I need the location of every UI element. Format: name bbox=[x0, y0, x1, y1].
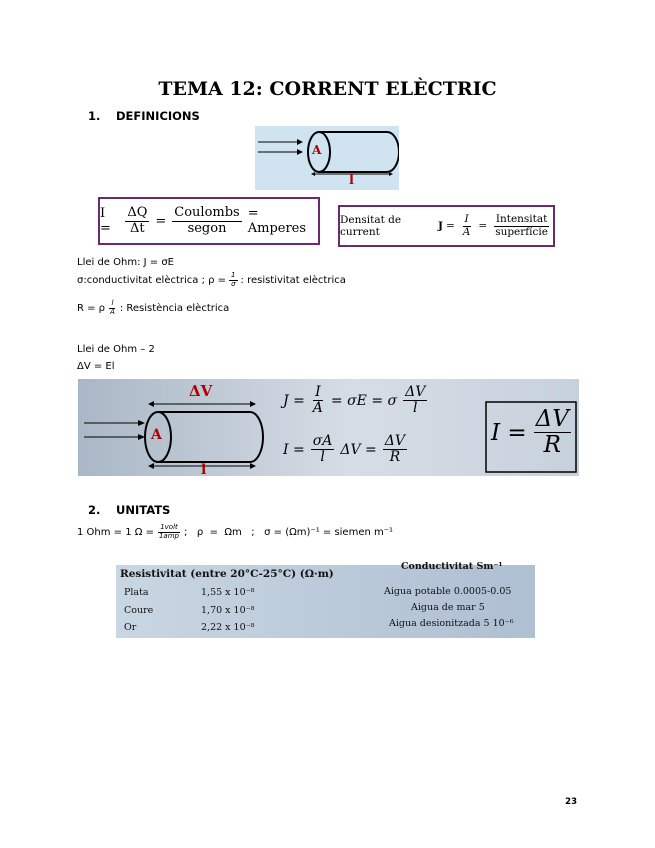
current-lhs: I = bbox=[100, 206, 111, 236]
metal-name: Coure bbox=[124, 605, 154, 616]
section-2-title: UNITATS bbox=[116, 503, 171, 517]
rho-num: 1 bbox=[231, 271, 236, 279]
units-text-b: ; ρ = Ωm ; σ = (Ωm)⁻¹ = siemen m⁻¹ bbox=[183, 526, 394, 538]
resistivity-header: Resistivitat (entre 20°C-25°C) (Ω·m) bbox=[120, 568, 334, 580]
dt-denominator: Δt bbox=[130, 220, 145, 236]
units-text-a: 1 Ohm = 1 Ω = bbox=[77, 526, 154, 538]
box-lhs: I = bbox=[491, 419, 527, 446]
area-label: A bbox=[312, 143, 322, 157]
metal-name: Plata bbox=[124, 587, 149, 598]
eq2-num1: σA bbox=[312, 433, 333, 449]
conductivity-line bbox=[77, 272, 346, 288]
eq1-num1: I bbox=[315, 384, 321, 400]
conductivity-text-b: : resistivitat elèctrica bbox=[240, 274, 346, 286]
resistivity-table bbox=[116, 561, 535, 638]
density-equation bbox=[283, 385, 430, 417]
eq1-den2: l bbox=[412, 400, 418, 417]
box-num: ΔV bbox=[535, 406, 569, 432]
eq2-den2: R bbox=[389, 449, 401, 466]
ohm-law-line: Llei de Ohm: J = σE bbox=[77, 257, 174, 268]
rho-den: σ bbox=[231, 279, 236, 288]
density-var: J bbox=[438, 220, 443, 232]
current-equation bbox=[283, 434, 410, 466]
metal-name: Or bbox=[124, 622, 137, 633]
segon-denominator: segon bbox=[187, 220, 227, 236]
ohm-law-boxed bbox=[491, 407, 574, 459]
conductivity-header: Conductivitat Sm⁻¹ bbox=[401, 561, 503, 572]
i-numerator: I bbox=[464, 212, 469, 225]
intensitat-fraction bbox=[493, 214, 550, 238]
a-denominator: A bbox=[462, 225, 471, 238]
coulombs-fraction bbox=[172, 206, 241, 236]
density-eq1: = bbox=[445, 220, 455, 232]
volt-num: 1volt bbox=[160, 523, 178, 531]
l-over-a-fraction bbox=[108, 300, 117, 316]
eq1-frac2 bbox=[403, 385, 427, 417]
eq2-frac1 bbox=[311, 434, 335, 466]
coulombs-numerator: Coulombs bbox=[174, 205, 240, 221]
eq1-num2: ΔV bbox=[405, 384, 426, 400]
length-label-2: l bbox=[201, 462, 207, 478]
dv-equation: ΔV = El bbox=[77, 361, 115, 372]
superficie-denominator: superfície bbox=[495, 225, 548, 238]
dq-dt-fraction bbox=[125, 206, 149, 236]
eq1-a: J = bbox=[283, 392, 305, 409]
eq2-frac2 bbox=[383, 434, 407, 466]
eq2-a: I = bbox=[283, 441, 305, 458]
eq2-b: ΔV = bbox=[340, 441, 377, 458]
water-row: Aigua desionitzada 5 10⁻⁶ bbox=[389, 618, 514, 629]
metal-value: 2,22 x 10⁻⁸ bbox=[201, 622, 255, 633]
box-den: R bbox=[543, 432, 561, 459]
box-frac bbox=[534, 407, 571, 459]
section-1-title: DEFINICIONS bbox=[116, 109, 200, 123]
l-num: l bbox=[111, 299, 114, 307]
rho-fraction bbox=[229, 272, 237, 288]
metal-value: 1,55 x 10⁻⁸ bbox=[201, 587, 255, 598]
density-formula-box bbox=[338, 205, 555, 247]
section-1-number: 1. bbox=[88, 109, 101, 123]
eq2-den1: l bbox=[320, 449, 325, 466]
amp-den: 1amp bbox=[158, 531, 179, 540]
page-number: 23 bbox=[565, 797, 577, 807]
cylinder-diagram bbox=[255, 126, 399, 190]
conductivity-text-a: σ:conductivitat elèctrica ; ρ = bbox=[77, 274, 227, 286]
eq1-den1: A bbox=[312, 400, 323, 417]
current-eq1: = bbox=[155, 213, 167, 229]
eq2-num2: ΔV bbox=[384, 433, 406, 449]
a-den: A bbox=[110, 307, 115, 316]
resistance-line bbox=[77, 300, 229, 316]
eq1-frac1 bbox=[311, 385, 325, 417]
current-formula-box bbox=[98, 197, 320, 245]
resistance-text-a: R = ρ bbox=[77, 302, 106, 314]
dq-numerator: ΔQ bbox=[127, 205, 148, 221]
intensitat-numerator: Intensitat bbox=[495, 212, 548, 225]
ohm-law-figure bbox=[78, 379, 579, 476]
amperes-label: = Amperes bbox=[247, 206, 307, 236]
density-label: Densitat de current bbox=[340, 214, 402, 238]
page-title: TEMA 12: CORRENT ELÈCTRIC bbox=[158, 78, 497, 100]
conductor-figure bbox=[255, 126, 399, 190]
area-label-2: A bbox=[151, 427, 162, 443]
volt-amp-fraction bbox=[157, 524, 181, 540]
resistance-text-b: : Resistència elèctrica bbox=[119, 302, 230, 314]
water-row: Aigua de mar 5 bbox=[411, 602, 485, 613]
section-2-number: 2. bbox=[88, 503, 101, 517]
density-eq2: = bbox=[478, 220, 488, 232]
i-over-a-fraction bbox=[461, 214, 473, 238]
ohm-law-2-heading: Llei de Ohm – 2 bbox=[77, 344, 155, 355]
water-row: Aigua potable 0.0005-0.05 bbox=[384, 586, 512, 597]
dv-label: ΔV bbox=[189, 382, 213, 400]
eq1-b: = σE = σ bbox=[330, 392, 398, 409]
units-line bbox=[77, 524, 393, 540]
length-label: l bbox=[349, 173, 354, 188]
metal-value: 1,70 x 10⁻⁸ bbox=[201, 605, 255, 616]
